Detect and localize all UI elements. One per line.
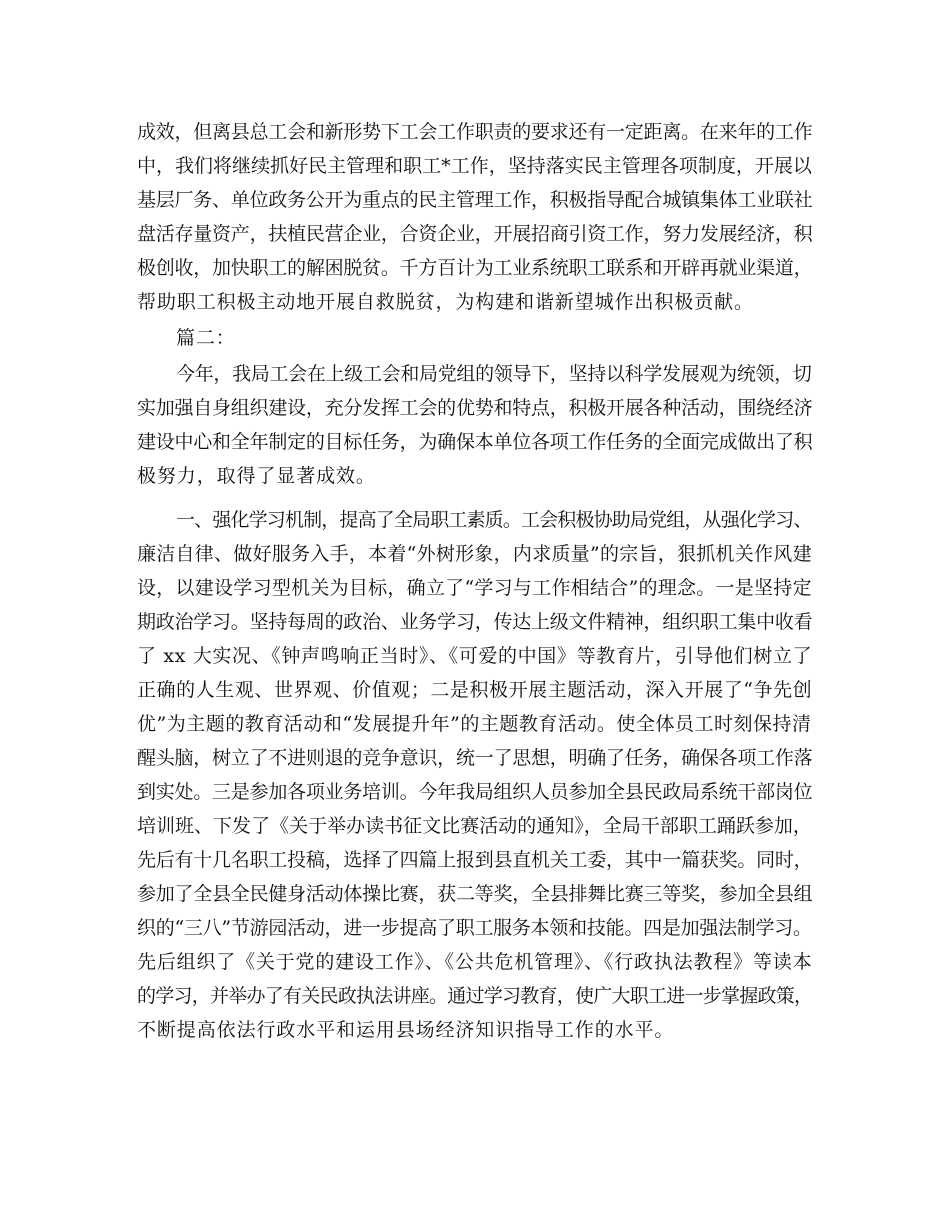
text-line-8: 今年，我局工会在上级工会和局党组的领导下，坚持以科学发展观为统领，切	[176, 363, 812, 385]
text-line-3: 基层厂务、单位政务公开为重点的民主管理工作，积极指导配合城镇集体工业联社	[137, 189, 813, 211]
text-line-25: 先后组织了《关于党的建设工作》、《公共危机管理》、《行政执法教程》等读本	[137, 951, 813, 973]
text-line-4: 盘活存量资产，扶植民营企业，合资企业，开展招商引资工作，努力发展经济，积	[137, 223, 813, 245]
text-line-27: 不断提高依法行政水平和运用县场经济知识指导工作的水平。	[137, 1019, 675, 1041]
text-line-9: 实加强自身组织建设，充分发挥工会的优势和特点，积极开展各种活动，围绕经济	[137, 397, 813, 419]
text-line-26: 的学习，并举办了有关民政执法讲座。通过学习教育，使广大职工进一步掌握政策，	[137, 985, 813, 1007]
text-line-1: 成效，但离县总工会和新形势下工会工作职责的要求还有一定距离。在来年的工作	[137, 121, 813, 143]
text-line-12: 一、强化学习机制，提高了全局职工素质。工会积极协助局党组，从强化学习、	[176, 509, 812, 531]
text-line-10: 建设中心和全年制定的目标任务，为确保本单位各项工作任务的全面完成做出了积	[137, 431, 813, 453]
text-line-23: 参加了全县全民健身活动体操比赛，获二等奖，全县排舞比赛三等奖，参加全县组	[137, 883, 813, 905]
text-line-17: 正确的人生观、世界观、价值观；二是积极开展主题活动，深入开展了“争先创	[137, 679, 813, 701]
text-line-19: 醒头脑，树立了不进则退的竞争意识，统一了思想，明确了任务，确保各项工作落	[137, 747, 813, 769]
text-line-21: 培训班、下发了《关于举办读书征文比赛活动的通知》，全局干部职工踊跃参加，	[137, 815, 812, 837]
text-line-20: 到实处。三是参加各项业务培训。今年我局组织人员参加全县民政局系统干部岗位	[137, 781, 813, 803]
text-line-18: 优”为主题的教育活动和“发展提升年”的主题教育活动。使全体员工时刻保持清	[137, 713, 812, 735]
text-line-14: 设，以建设学习型机关为目标，确立了“学习与工作相结合”的理念。一是坚持定	[137, 577, 812, 599]
text-line-6: 帮助职工积极主动地开展自救脱贫，为构建和谐新望城作出积极贡献。	[137, 291, 754, 313]
text-line-15: 期政治学习。坚持每周的政治、业务学习，传达上级文件精神，组织职工集中收看	[137, 611, 813, 633]
text-line-24: 织的“三八”节游园活动，进一步提高了职工服务本领和技能。四是加强法制学习。	[137, 917, 812, 939]
section-heading: 篇二：	[176, 327, 236, 349]
text-line-2: 中，我们将继续抓好民主管理和职工*工作，坚持落实民主管理各项制度，开展以	[137, 155, 812, 177]
text-line-13: 廉洁自律、做好服务入手，本着“外树形象，内求质量”的宗旨，狠抓机关作风建	[137, 543, 812, 565]
text-line-5: 极创收，加快职工的解困脱贫。千方百计为工业系统职工联系和开辟再就业渠道，	[137, 257, 813, 279]
text-line-11: 极努力，取得了显著成效。	[137, 465, 376, 487]
text-line-22: 先后有十几名职工投稿，选择了四篇上报到县直机关工委，其中一篇获奖。同时，	[137, 849, 813, 871]
text-line-16: 了 xx 大实况、《钟声鸣响正当时》、《可爱的中国》等教育片，引导他们树立了	[137, 645, 813, 667]
